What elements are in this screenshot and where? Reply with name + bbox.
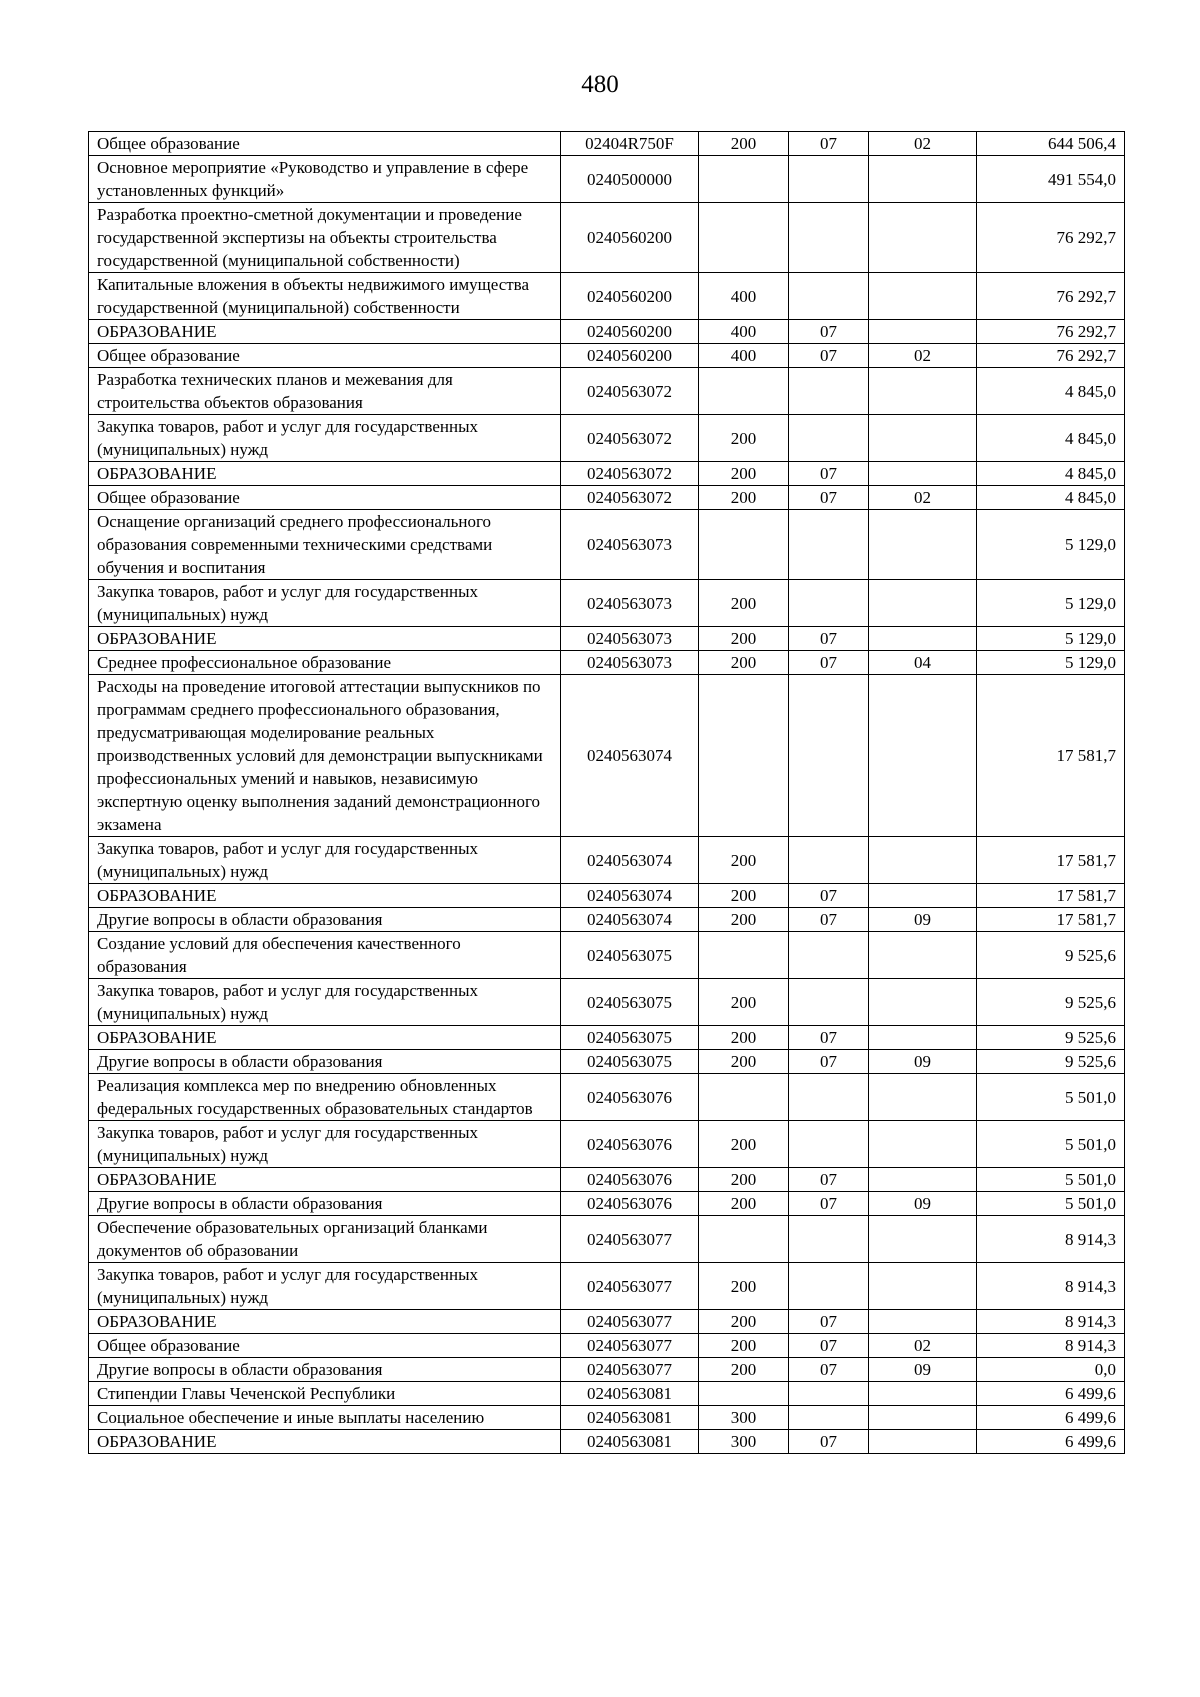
section-cell [789,156,869,203]
table-row [89,1216,1125,1263]
target-code-cell: 0240563074 [561,908,699,932]
amount-cell: 9 525,6 [977,1050,1125,1074]
amount-cell: 4 845,0 [977,486,1125,510]
table-row [89,510,1125,580]
expense-name-cell: ОБРАЗОВАНИЕ [89,627,561,651]
target-code-cell: 0240563077 [561,1216,699,1263]
expense-type-cell [699,932,789,979]
expense-name-cell: ОБРАЗОВАНИЕ [89,1026,561,1050]
section-cell: 07 [789,1430,869,1454]
expense-type-cell: 200 [699,1263,789,1310]
expense-name-cell: Закупка товаров, работ и услуг для государственных (муниципальных) нужд [89,580,561,627]
table-row [89,156,1125,203]
expense-name-cell: Закупка товаров, работ и услуг для государственных (муниципальных) нужд [89,1121,561,1168]
expense-name-cell: Социальное обеспечение и иные выплаты населению [89,1406,561,1430]
table-row [89,415,1125,462]
page-number: 480 [581,71,619,98]
table-row [89,675,1125,837]
subsection-cell [869,1168,977,1192]
table-row [89,837,1125,884]
expense-name-cell: Общее образование [89,486,561,510]
amount-cell: 5 501,0 [977,1074,1125,1121]
expense-name-cell: Общее образование [89,344,561,368]
amount-cell: 8 914,3 [977,1263,1125,1310]
budget-table-body [89,132,1125,1454]
amount-cell: 5 501,0 [977,1121,1125,1168]
expense-type-cell: 200 [699,1121,789,1168]
expense-type-cell: 200 [699,627,789,651]
amount-cell: 9 525,6 [977,1026,1125,1050]
target-code-cell: 0240563077 [561,1358,699,1382]
amount-cell: 6 499,6 [977,1382,1125,1406]
subsection-cell: 09 [869,908,977,932]
amount-cell: 644 506,4 [977,132,1125,156]
amount-cell: 8 914,3 [977,1216,1125,1263]
table-row [89,1430,1125,1454]
subsection-cell [869,1406,977,1430]
table-row [89,320,1125,344]
expense-name-cell: ОБРАЗОВАНИЕ [89,1430,561,1454]
expense-type-cell: 200 [699,651,789,675]
subsection-cell [869,1310,977,1334]
table-row [89,1121,1125,1168]
subsection-cell [869,675,977,837]
expense-name-cell: Среднее профессиональное образование [89,651,561,675]
expense-type-cell: 200 [699,908,789,932]
expense-name-cell: Капитальные вложения в объекты недвижимого имущества государственной (муниципальной) собственности [89,273,561,320]
section-cell [789,510,869,580]
subsection-cell [869,627,977,651]
expense-type-cell: 200 [699,1026,789,1050]
expense-type-cell [699,1382,789,1406]
target-code-cell: 0240563077 [561,1334,699,1358]
target-code-cell: 0240563072 [561,415,699,462]
expense-type-cell: 200 [699,415,789,462]
table-row [89,368,1125,415]
subsection-cell [869,462,977,486]
expense-name-cell: Закупка товаров, работ и услуг для государственных (муниципальных) нужд [89,415,561,462]
target-code-cell: 0240563073 [561,627,699,651]
subsection-cell: 02 [869,1334,977,1358]
subsection-cell [869,1026,977,1050]
expense-type-cell [699,368,789,415]
section-cell: 07 [789,908,869,932]
amount-cell: 76 292,7 [977,344,1125,368]
target-code-cell: 0240563081 [561,1382,699,1406]
section-cell: 07 [789,132,869,156]
section-cell [789,273,869,320]
subsection-cell [869,580,977,627]
target-code-cell: 0240563074 [561,884,699,908]
amount-cell: 17 581,7 [977,837,1125,884]
expense-type-cell: 400 [699,320,789,344]
target-code-cell: 0240563081 [561,1406,699,1430]
expense-type-cell: 200 [699,580,789,627]
expense-name-cell: ОБРАЗОВАНИЕ [89,1310,561,1334]
expense-type-cell: 400 [699,344,789,368]
section-cell: 07 [789,462,869,486]
expense-type-cell: 200 [699,979,789,1026]
amount-cell: 8 914,3 [977,1310,1125,1334]
table-row [89,908,1125,932]
expense-type-cell: 400 [699,273,789,320]
expense-name-cell: Другие вопросы в области образования [89,1358,561,1382]
amount-cell: 4 845,0 [977,415,1125,462]
target-code-cell: 0240500000 [561,156,699,203]
expense-type-cell [699,203,789,273]
table-row [89,1074,1125,1121]
expense-type-cell: 200 [699,462,789,486]
table-row [89,1310,1125,1334]
table-row [89,580,1125,627]
amount-cell: 6 499,6 [977,1406,1125,1430]
amount-cell: 5 129,0 [977,627,1125,651]
expense-type-cell: 200 [699,132,789,156]
section-cell [789,1263,869,1310]
section-cell [789,1406,869,1430]
amount-cell: 76 292,7 [977,273,1125,320]
target-code-cell: 02404R750F [561,132,699,156]
amount-cell: 5 129,0 [977,510,1125,580]
expense-type-cell: 300 [699,1406,789,1430]
section-cell [789,1216,869,1263]
subsection-cell [869,1074,977,1121]
expense-name-cell: Обеспечение образовательных организаций бланками документов об образовании [89,1216,561,1263]
subsection-cell [869,156,977,203]
expense-type-cell: 200 [699,1168,789,1192]
subsection-cell [869,979,977,1026]
table-row [89,273,1125,320]
section-cell [789,675,869,837]
amount-cell: 4 845,0 [977,462,1125,486]
table-row [89,462,1125,486]
subsection-cell [869,203,977,273]
expense-type-cell [699,1216,789,1263]
target-code-cell: 0240560200 [561,344,699,368]
expense-name-cell: Основное мероприятие «Руководство и управление в сфере установленных функций» [89,156,561,203]
target-code-cell: 0240563076 [561,1121,699,1168]
amount-cell: 9 525,6 [977,979,1125,1026]
table-row [89,979,1125,1026]
expense-type-cell: 200 [699,486,789,510]
expense-name-cell: ОБРАЗОВАНИЕ [89,462,561,486]
section-cell [789,837,869,884]
expense-name-cell: Другие вопросы в области образования [89,1192,561,1216]
target-code-cell: 0240563074 [561,675,699,837]
expense-type-cell: 300 [699,1430,789,1454]
section-cell: 07 [789,1310,869,1334]
amount-cell: 76 292,7 [977,203,1125,273]
expense-name-cell: Реализация комплекса мер по внедрению обновленных федеральных государственных образовательных стандартов [89,1074,561,1121]
expense-type-cell: 200 [699,884,789,908]
table-row [89,1382,1125,1406]
expense-type-cell: 200 [699,1310,789,1334]
target-code-cell: 0240563081 [561,1430,699,1454]
section-cell [789,1121,869,1168]
target-code-cell: 0240560200 [561,320,699,344]
amount-cell: 5 501,0 [977,1168,1125,1192]
budget-table [88,131,1125,1454]
amount-cell: 17 581,7 [977,908,1125,932]
section-cell [789,932,869,979]
amount-cell: 5 501,0 [977,1192,1125,1216]
expense-name-cell: Закупка товаров, работ и услуг для государственных (муниципальных) нужд [89,979,561,1026]
subsection-cell [869,1121,977,1168]
table-row [89,651,1125,675]
subsection-cell [869,1430,977,1454]
amount-cell: 17 581,7 [977,675,1125,837]
amount-cell: 491 554,0 [977,156,1125,203]
expense-name-cell: Другие вопросы в области образования [89,1050,561,1074]
subsection-cell: 09 [869,1192,977,1216]
table-row [89,132,1125,156]
table-row [89,1050,1125,1074]
expense-name-cell: Стипендии Главы Чеченской Республики [89,1382,561,1406]
subsection-cell: 02 [869,344,977,368]
expense-type-cell [699,675,789,837]
section-cell: 07 [789,651,869,675]
amount-cell: 4 845,0 [977,368,1125,415]
section-cell: 07 [789,627,869,651]
section-cell: 07 [789,1192,869,1216]
subsection-cell [869,1216,977,1263]
target-code-cell: 0240563075 [561,1050,699,1074]
table-row [89,344,1125,368]
table-row [89,1358,1125,1382]
section-cell [789,580,869,627]
expense-type-cell: 200 [699,1358,789,1382]
table-row [89,932,1125,979]
table-row [89,1168,1125,1192]
subsection-cell: 02 [869,486,977,510]
section-cell: 07 [789,1334,869,1358]
target-code-cell: 0240563073 [561,651,699,675]
section-cell: 07 [789,486,869,510]
section-cell: 07 [789,1358,869,1382]
target-code-cell: 0240563075 [561,979,699,1026]
table-row [89,1026,1125,1050]
expense-type-cell: 200 [699,1334,789,1358]
section-cell: 07 [789,1168,869,1192]
table-row [89,1334,1125,1358]
subsection-cell [869,368,977,415]
amount-cell: 5 129,0 [977,580,1125,627]
section-cell: 07 [789,1050,869,1074]
subsection-cell: 09 [869,1050,977,1074]
section-cell [789,1074,869,1121]
target-code-cell: 0240563075 [561,1026,699,1050]
target-code-cell: 0240563074 [561,837,699,884]
subsection-cell [869,273,977,320]
table-row [89,627,1125,651]
expense-type-cell: 200 [699,837,789,884]
expense-type-cell: 200 [699,1192,789,1216]
subsection-cell [869,1382,977,1406]
subsection-cell [869,932,977,979]
subsection-cell [869,510,977,580]
target-code-cell: 0240563076 [561,1074,699,1121]
subsection-cell [869,415,977,462]
table-row [89,1263,1125,1310]
target-code-cell: 0240560200 [561,203,699,273]
section-cell [789,979,869,1026]
table-row [89,486,1125,510]
expense-name-cell: Оснащение организаций среднего профессионального образования современными техническими средствами обучения и воспитания [89,510,561,580]
expense-type-cell: 200 [699,1050,789,1074]
target-code-cell: 0240563073 [561,510,699,580]
target-code-cell: 0240563077 [561,1263,699,1310]
amount-cell: 0,0 [977,1358,1125,1382]
target-code-cell: 0240563076 [561,1168,699,1192]
expense-name-cell: Закупка товаров, работ и услуг для государственных (муниципальных) нужд [89,1263,561,1310]
expense-name-cell: Расходы на проведение итоговой аттестации выпускников по программам среднего профессионального образования, предусматривающая моделирование реальных производственных условий для демонстрации выпускниками профессиональных умений и навыков, независимую экспертную оценку выполнения заданий демонстрационного экзамена [89,675,561,837]
expense-name-cell: ОБРАЗОВАНИЕ [89,1168,561,1192]
section-cell: 07 [789,344,869,368]
target-code-cell: 0240563077 [561,1310,699,1334]
expense-type-cell [699,510,789,580]
target-code-cell: 0240563072 [561,368,699,415]
amount-cell: 9 525,6 [977,932,1125,979]
amount-cell: 5 129,0 [977,651,1125,675]
expense-name-cell: Общее образование [89,132,561,156]
table-row [89,1192,1125,1216]
section-cell [789,415,869,462]
subsection-cell: 04 [869,651,977,675]
table-row [89,203,1125,273]
subsection-cell [869,1263,977,1310]
expense-name-cell: Разработка проектно-сметной документации и проведение государственной экспертизы на объекты строительства государственной (муниципальной собственности) [89,203,561,273]
amount-cell: 6 499,6 [977,1430,1125,1454]
table-row [89,1406,1125,1430]
expense-name-cell: Разработка технических планов и межевания для строительства объектов образования [89,368,561,415]
subsection-cell: 09 [869,1358,977,1382]
subsection-cell [869,320,977,344]
section-cell [789,1382,869,1406]
subsection-cell: 02 [869,132,977,156]
subsection-cell [869,884,977,908]
expense-name-cell: Закупка товаров, работ и услуг для государственных (муниципальных) нужд [89,837,561,884]
expense-type-cell [699,156,789,203]
expense-name-cell: Другие вопросы в области образования [89,908,561,932]
amount-cell: 8 914,3 [977,1334,1125,1358]
amount-cell: 17 581,7 [977,884,1125,908]
target-code-cell: 0240563072 [561,486,699,510]
target-code-cell: 0240563073 [561,580,699,627]
section-cell: 07 [789,320,869,344]
subsection-cell [869,837,977,884]
amount-cell: 76 292,7 [977,320,1125,344]
section-cell: 07 [789,1026,869,1050]
expense-type-cell [699,1074,789,1121]
table-row [89,884,1125,908]
expense-name-cell: ОБРАЗОВАНИЕ [89,884,561,908]
expense-name-cell: Общее образование [89,1334,561,1358]
target-code-cell: 0240560200 [561,273,699,320]
expense-name-cell: Создание условий для обеспечения качественного образования [89,932,561,979]
target-code-cell: 0240563075 [561,932,699,979]
section-cell: 07 [789,884,869,908]
target-code-cell: 0240563072 [561,462,699,486]
section-cell [789,203,869,273]
section-cell [789,368,869,415]
expense-name-cell: ОБРАЗОВАНИЕ [89,320,561,344]
target-code-cell: 0240563076 [561,1192,699,1216]
